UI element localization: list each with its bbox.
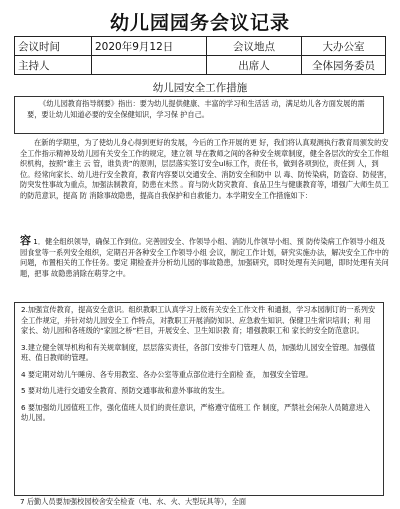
- table-row: [15, 37, 386, 56]
- table-row: [15, 56, 386, 75]
- page-title: 幼儿园园务会议记录: [109, 12, 290, 34]
- host-value: [92, 56, 207, 75]
- measure-3-text: 3.建立健全领导机构和有关规章制度，层层落实责任，各部门安排专门管理人 员，加强幼儿园安全管理。加强值班、值日教师的管理。: [21, 342, 376, 362]
- measure-6-text: 6 要加强幼儿园值班工作，强化值班人员们的责任意识，严格遵守值班工 作 制度，严禁社会闲杂人员随意进入幼儿园。: [21, 402, 371, 422]
- place-value: 大办公室: [302, 37, 386, 56]
- measure-7-text: 7 后勤人员要加强校园校舍安全检查（电、水、火、大型玩具等），全面: [20, 497, 247, 506]
- meeting-info-table: [14, 36, 386, 75]
- section-subtitle: 幼儿园安全工作措施: [152, 82, 248, 94]
- measure-4-text: 4 要定期对幼儿午睡房、各专用教室、各办公室等重点部位进行全面检 查， 加强安全管理。: [21, 369, 313, 379]
- measure-1-paragraph: [14, 236, 398, 279]
- measures-box: [14, 302, 384, 496]
- measure-5-text: 5 要对幼儿进行交通安全教育、预防交通事故和意外事故的发生。: [21, 386, 230, 395]
- time-label: 会议时间: [15, 37, 92, 56]
- section-heading: 容: [20, 234, 31, 247]
- place-label: 会议地点: [207, 37, 302, 56]
- guideline-box: [14, 96, 384, 134]
- measure-1-text: 1．健全组织领导，确保工作到位。完善园安全、作领导小组、消防儿作领导小组、预 防传染病工作领导小组及园食堂等一系列安全组织，定期召开各种安全工作领导小组 会议，制定工作计划，研究实施办法，解决安全工作中的问题，布置相关的工作任务。要定 期检查并分析幼儿园的事故隐患，加强研究，即时处理有关问题，即时处理有关问题，把事 故隐患消除在萌芽之中。: [20, 237, 389, 278]
- time-value: 2020年9月12日: [92, 37, 207, 56]
- attend-label: 出席人: [207, 56, 302, 75]
- attend-value: 全体园务委员: [302, 56, 386, 75]
- host-label: 主持人: [15, 56, 92, 75]
- guideline-text: 《幼儿园教育指导纲要》指出：要为幼儿提供健康、丰富的学习和生活活 动，满足幼儿各方面发展的需要，要让幼儿知道必要的安全保健知识，学习保 护自己。: [27, 99, 365, 119]
- measure-2-text: 2.加强宣传教育，提高安全意识。组织教职工认真学习上级有关安全工作文件 和通报，学习本园制订的一系列安全工作规定，并针对幼儿园安全工 作特点，对教职工开展消防知识、应急救生知识、保健卫生常识培训；利 用家长、幼儿园和各班级的“家园之桥”栏目，开展安全、卫生知识教 育；增强教职工和 家长的安全防范意识。: [21, 305, 376, 335]
- intro-paragraph: 在新的学期里，为了使幼儿身心得到更好的发展，今后的工作开展的更 好，我们将认真观测执行教育局颁发的安全工作指示精神及幼儿园有关安全工作的规定，建立领 导在教师之间的各种安全规章制度，健全各层次的安全工作组织机构，按照“谁主 云 管，谁负责”的原则，层层落实签订安全ul标工作，责任书，做到各项到位，责任到 人，到位。经常向家长、幼儿进行安全教育，教育内容要以交通安全、消防安全和防中 以 毒、防传染病，防盗窃、防侵害，防突发性事故为重点，加强法制教育，防患在未然 。育与防火防灾教育、食品卫生与健康教育等，增强广大师生员工的防范意识，提高 防 消除事故隐患，提高自我保护和自救能力。本学期安全工作措施如下：: [20, 138, 392, 200]
